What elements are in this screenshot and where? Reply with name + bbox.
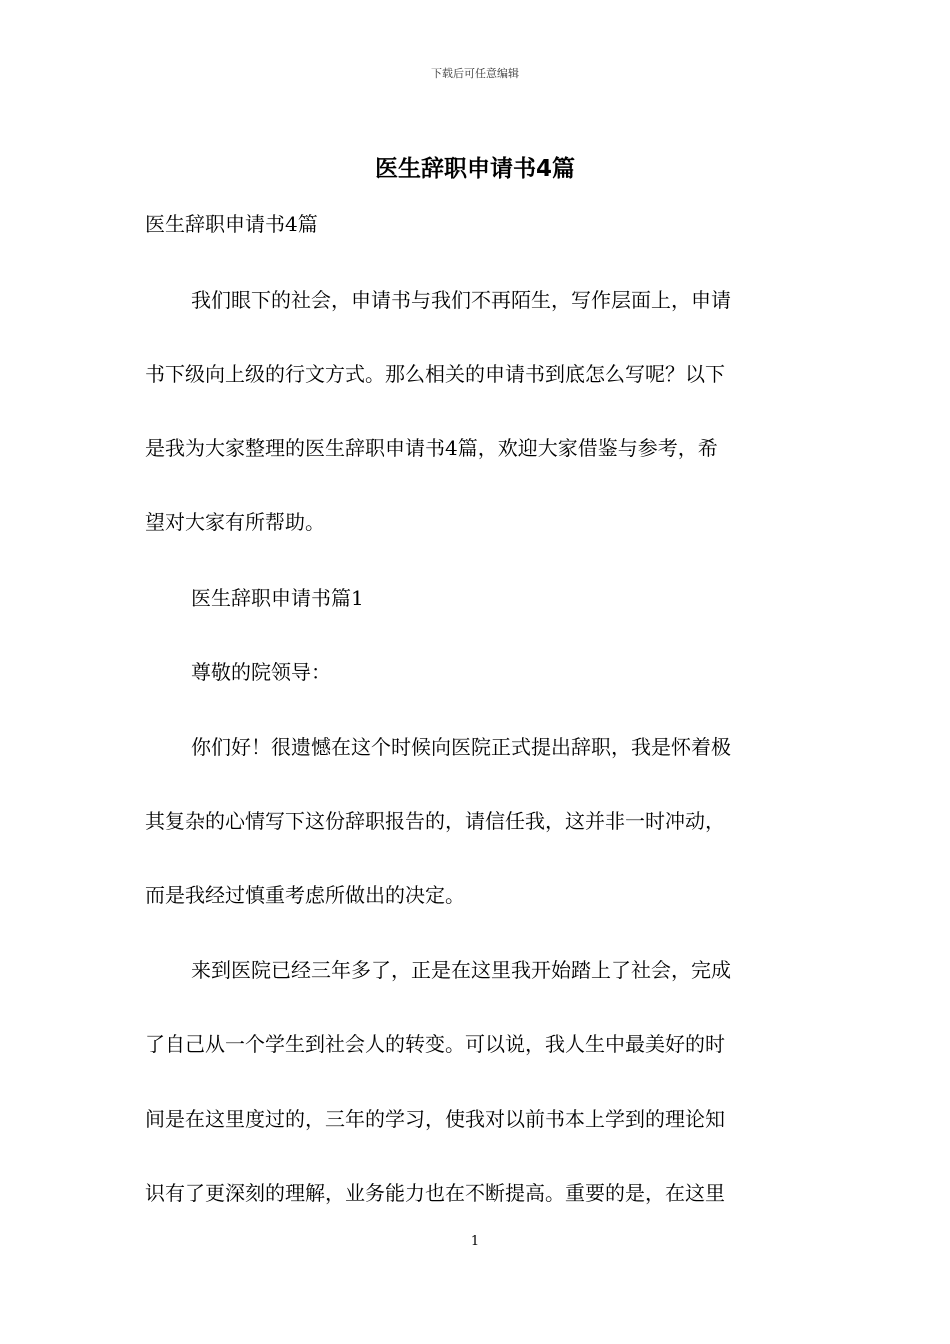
paragraph-line: 识有了更深刻的理解，业务能力也在不断提高。重要的是，在这里: [145, 1181, 725, 1205]
paragraph-line: 书下级向上级的行文方式。那么相关的申请书到底怎么写呢？以下: [145, 362, 725, 386]
paragraph-line: 了自己从一个学生到社会人的转变。可以说，我人生中最美好的时: [145, 1032, 725, 1056]
paragraph-line: 间是在这里度过的，三年的学习，使我对以前书本上学到的理论知: [145, 1107, 725, 1131]
page-number: 1: [470, 1234, 480, 1249]
document-title: 医生辞职申请书4篇: [374, 156, 575, 182]
paragraph-line: 我们眼下的社会，申请书与我们不再陌生，写作层面上，申请: [191, 288, 731, 312]
paragraph-line: 是我为大家整理的医生辞职申请书4篇，欢迎大家借鉴与参考，希: [145, 436, 718, 460]
salutation: 尊敬的院领导：: [191, 660, 331, 684]
section-heading: 医生辞职申请书篇1: [191, 586, 364, 610]
page-header: 下载后可任意编辑: [431, 67, 519, 80]
paragraph-line: 望对大家有所帮助。: [145, 510, 325, 534]
subtitle-line: 医生辞职申请书4篇: [145, 212, 318, 236]
paragraph-line: 其复杂的心情写下这份辞职报告的，请信任我，这并非一时冲动，: [145, 809, 725, 833]
paragraph-line: 来到医院已经三年多了，正是在这里我开始踏上了社会，完成: [191, 958, 731, 982]
paragraph-line: 而是我经过慎重考虑所做出的决定。: [145, 883, 465, 907]
paragraph-line: 你们好！很遗憾在这个时候向医院正式提出辞职，我是怀着极: [191, 735, 731, 759]
